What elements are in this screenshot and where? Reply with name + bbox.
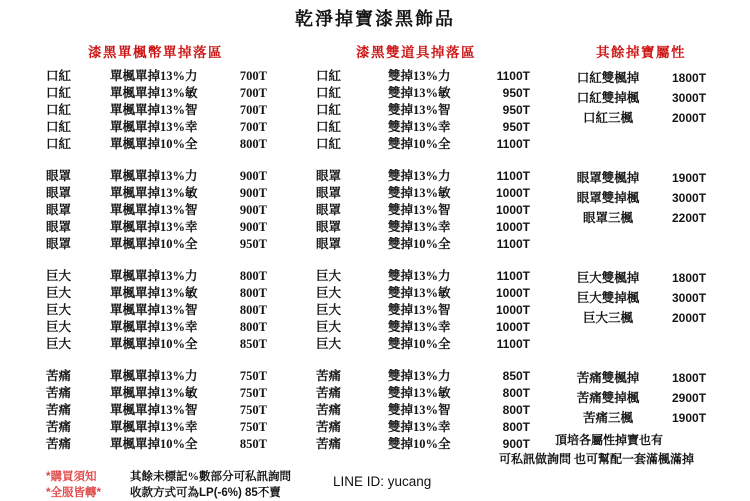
price-value: 1900T [672,171,707,185]
price-row [552,168,718,188]
item-description: 雙掉13%幸 [388,420,451,434]
item-name: 苦痛 [46,369,72,383]
price-value: 2000T [672,311,707,325]
item-description: 雙掉13%力 [388,169,451,183]
item-description: 雙掉13%敏 [388,286,451,300]
item-description: 雙掉10%全 [388,437,451,451]
item-name: 眼罩 [46,237,72,251]
item-name: 巨大雙楓掉 [576,271,640,285]
price-row [316,319,530,336]
item-name: 苦痛 [46,403,72,417]
item-name: 巨大 [46,320,72,334]
item-description: 單楓單掉13%智 [110,303,198,317]
price-value: 800T [502,403,530,417]
item-section [316,68,530,153]
price-row [316,368,530,385]
item-section [552,268,718,353]
price-value: 1100T [496,269,530,283]
item-description: 單楓單掉13%智 [110,203,198,217]
item-section [46,368,267,453]
price-row [316,119,530,136]
item-description: 雙掉13%智 [388,303,451,317]
item-name: 巨大 [46,269,72,283]
item-name: 苦痛雙掉楓 [576,391,640,405]
price-row [552,308,718,328]
price-row [46,136,267,153]
item-description: 雙掉13%幸 [388,320,451,334]
item-description: 單楓單掉13%敏 [110,286,198,300]
price-value: 2200T [672,211,707,225]
price-row [46,219,267,236]
section-header-double-item-drop: 漆黑雙道具掉落區 [356,45,476,60]
price-row [46,436,267,453]
price-value: 2000T [672,111,707,125]
item-name: 口紅 [316,137,342,151]
item-description: 單楓單掉13%幸 [110,420,198,434]
price-value: 950T [502,103,530,117]
price-row [46,236,267,253]
item-name: 苦痛 [316,403,342,417]
note-purchase-info: *購買須知 [46,471,97,483]
price-row [316,436,530,453]
price-value: 1100T [496,69,530,83]
item-name: 苦痛三楓 [582,411,633,425]
item-name: 苦痛 [316,386,342,400]
price-row [46,419,267,436]
item-section [316,168,530,253]
item-description: 單楓單掉13%敏 [110,386,198,400]
item-description: 單楓單掉13%力 [110,369,198,383]
item-name: 口紅 [46,69,72,83]
price-row [552,368,718,388]
price-value: 1800T [672,271,707,285]
item-name: 巨大三楓 [582,311,633,325]
item-name: 苦痛 [316,420,342,434]
price-row [316,202,530,219]
price-value: 1000T [495,320,530,334]
price-row [46,185,267,202]
price-value: 3000T [672,291,707,305]
item-name: 口紅 [46,137,72,151]
price-value: 900T [239,186,267,200]
price-value: 1000T [495,186,530,200]
price-value: 700T [239,120,267,134]
item-name: 口紅 [46,86,72,100]
price-value: 850T [502,369,530,383]
item-description: 雙掉10%全 [388,337,451,351]
item-name: 眼罩雙楓掉 [576,171,640,185]
item-name: 苦痛 [46,420,72,434]
item-name: 苦痛雙楓掉 [576,371,640,385]
price-value: 3000T [672,91,707,105]
price-row [316,168,530,185]
price-value: 800T [502,386,530,400]
item-name: 苦痛 [316,369,342,383]
column-single-meso-drop [46,68,267,468]
item-name: 巨大 [316,269,342,283]
price-value: 800T [502,420,530,434]
price-row [316,302,530,319]
price-row [316,402,530,419]
note-private-message-offer: 可私訊做詢問 也可幫配一套滿楓滿掉 [499,452,695,466]
item-name: 眼罩 [46,220,72,234]
price-row [316,385,530,402]
line-id-contact: LINE ID: yucang [333,474,432,489]
item-section [46,168,267,253]
price-value: 1100T [496,169,530,183]
item-description: 單楓單掉13%智 [110,103,198,117]
price-row [46,102,267,119]
item-name: 巨大 [316,320,342,334]
item-name: 口紅雙楓掉 [576,71,640,85]
price-value: 750T [239,386,267,400]
price-value: 950T [239,237,267,251]
item-name: 眼罩 [316,203,342,217]
price-row [316,419,530,436]
price-value: 950T [502,120,530,134]
item-description: 單楓單掉13%幸 [110,220,198,234]
price-value: 900T [239,203,267,217]
price-value: 800T [239,320,267,334]
price-value: 800T [239,137,267,151]
item-description: 單楓單掉13%力 [110,269,198,283]
column-double-item-drop [316,68,530,468]
column-other-attributes [552,68,718,468]
item-name: 口紅雙掉楓 [576,91,640,105]
item-description: 單楓單掉13%幸 [110,320,198,334]
item-description: 單楓單掉10%全 [110,337,198,351]
item-description: 雙掉13%力 [388,269,451,283]
price-row [316,185,530,202]
price-value: 1900T [672,411,707,425]
price-row [552,188,718,208]
price-value: 750T [239,403,267,417]
item-name: 巨大 [316,303,342,317]
price-row [46,202,267,219]
price-value: 1800T [672,371,707,385]
item-name: 口紅 [316,69,342,83]
price-value: 950T [502,86,530,100]
item-description: 雙掉13%智 [388,203,451,217]
price-value: 750T [239,369,267,383]
note-top-tier-available: 頂培各屬性掉寶也有 [555,433,664,447]
item-name: 巨大 [46,337,72,351]
item-name: 苦痛 [316,437,342,451]
price-value: 800T [239,286,267,300]
price-row [552,388,718,408]
item-description: 單楓單掉13%幸 [110,120,198,134]
price-row [316,85,530,102]
item-section [552,68,718,153]
price-row [316,285,530,302]
item-section [316,368,530,453]
price-row [316,268,530,285]
item-name: 眼罩 [46,203,72,217]
item-name: 巨大雙掉楓 [576,291,640,305]
note-payment-method: 收款方式可為LP(-6%) 85不賣 [130,487,281,499]
item-name: 眼罩 [46,169,72,183]
item-description: 單楓單掉10%全 [110,437,198,451]
price-value: 1100T [496,237,530,251]
item-name: 眼罩三楓 [582,211,633,225]
item-name: 巨大 [46,286,72,300]
price-row [552,108,718,128]
page-title: 乾淨掉寶漆黑飾品 [295,9,455,29]
price-row [46,336,267,353]
item-description: 雙掉13%敏 [388,386,451,400]
item-name: 巨大 [316,286,342,300]
note-unmarked-percent: 其餘未標記%數部分可私訊詢問 [130,471,291,483]
item-name: 巨大 [46,303,72,317]
item-section [552,168,718,253]
item-name: 口紅 [316,120,342,134]
price-value: 1000T [495,220,530,234]
section-header-single-meso-drop: 漆黑單楓幣單掉落區 [88,45,223,60]
price-value: 1000T [495,303,530,317]
item-description: 雙掉10%全 [388,137,451,151]
item-name: 口紅 [316,103,342,117]
price-row [46,319,267,336]
item-name: 口紅三楓 [582,111,633,125]
price-value: 850T [239,337,267,351]
price-value: 900T [502,437,530,451]
item-name: 眼罩雙掉楓 [576,191,640,205]
price-row [552,268,718,288]
price-value: 800T [239,303,267,317]
price-row [552,408,718,428]
section-header-other-attributes: 其餘掉寶屬性 [596,45,686,60]
item-name: 眼罩 [316,186,342,200]
note-all-servers-transfer: *全服皆轉* [46,487,101,499]
price-row [552,208,718,228]
item-description: 雙掉10%全 [388,237,451,251]
price-row [46,168,267,185]
item-description: 單楓單掉13%敏 [110,186,198,200]
price-value: 1100T [496,137,530,151]
price-row [46,119,267,136]
price-row [46,402,267,419]
price-row [46,268,267,285]
item-section [316,268,530,353]
item-description: 單楓單掉13%力 [110,169,198,183]
price-value: 700T [239,103,267,117]
price-value: 900T [239,169,267,183]
price-row [46,285,267,302]
item-name: 巨大 [316,337,342,351]
item-name: 眼罩 [46,186,72,200]
item-description: 單楓單掉13%力 [110,69,198,83]
item-description: 單楓單掉13%智 [110,403,198,417]
item-description: 單楓單掉10%全 [110,237,198,251]
item-name: 口紅 [316,86,342,100]
item-description: 雙掉13%敏 [388,86,451,100]
price-row [552,288,718,308]
item-section [46,68,267,153]
price-row [46,368,267,385]
item-description: 雙掉13%幸 [388,120,451,134]
item-name: 苦痛 [46,386,72,400]
price-value: 1800T [672,71,707,85]
item-description: 雙掉13%敏 [388,186,451,200]
price-row [46,85,267,102]
price-row [316,336,530,353]
item-name: 口紅 [46,103,72,117]
price-row [316,102,530,119]
price-value: 900T [239,220,267,234]
item-description: 雙掉13%智 [388,103,451,117]
price-row [46,68,267,85]
item-description: 單楓單掉13%敏 [110,86,198,100]
price-row [46,385,267,402]
price-value: 850T [239,437,267,451]
price-value: 700T [239,69,267,83]
price-value: 1000T [495,203,530,217]
item-description: 雙掉13%力 [388,369,451,383]
price-value: 3000T [672,191,707,205]
item-name: 口紅 [46,120,72,134]
item-name: 眼罩 [316,237,342,251]
item-name: 眼罩 [316,169,342,183]
item-description: 雙掉13%力 [388,69,451,83]
price-row [316,68,530,85]
item-description: 雙掉13%智 [388,403,451,417]
item-name: 眼罩 [316,220,342,234]
price-row [316,136,530,153]
price-value: 800T [239,269,267,283]
price-value: 1000T [495,286,530,300]
item-description: 雙掉13%幸 [388,220,451,234]
price-value: 2900T [672,391,707,405]
item-section [46,268,267,353]
price-value: 1100T [496,337,530,351]
price-row [552,88,718,108]
price-row [316,236,530,253]
price-value: 750T [239,420,267,434]
item-name: 苦痛 [46,437,72,451]
price-value: 700T [239,86,267,100]
price-row [316,219,530,236]
price-row [552,68,718,88]
item-description: 單楓單掉10%全 [110,137,198,151]
price-row [46,302,267,319]
